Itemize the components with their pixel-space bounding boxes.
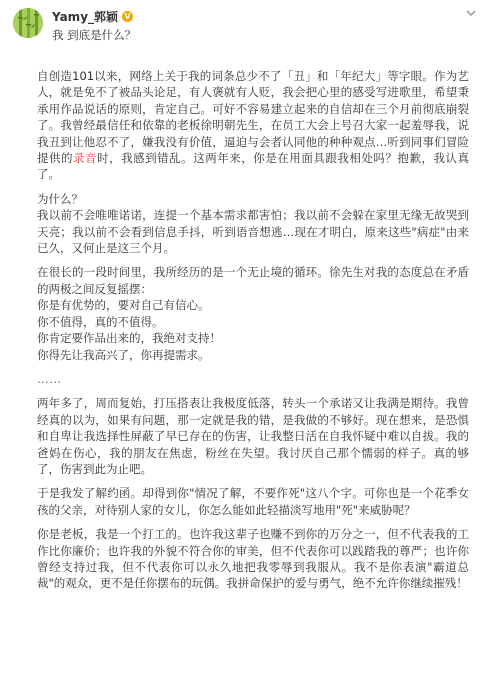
paragraph-text: 时，我感到错乱。这两年来，你是在用面具跟我相处吗？抱歉，我认真了。	[37, 151, 470, 182]
verified-badge-icon: V	[122, 11, 133, 22]
paragraph-line: 在很长的一段时间里，我所经历的是一个无止境的循环。徐先生对我的态度总在矛盾的两极之间反复摇摆：	[37, 265, 469, 296]
article-paragraph-5: 于是我发了解约函。却得到你"情况了解，不要作死"这八个字。可你也是一个花季女孩的父亲，对待别人家的女儿，你怎么能如此轻描淡写地用"死"来威胁呢？	[37, 486, 469, 517]
paragraph-text: 自创造101以来，网络上关于我的词条总少不了「丑」和「年纪大」等字眼。作为艺人，就是免不了被品头论足，有人褒就有人贬，我会把心里的感受写进歌里，希望秉承用作品说话的原则，肯定自己。可好不容易建立起来的自信却在三个月前彻底崩裂了。我曾经最信任和依靠的老板徐明朝先生，在员工大会上号召大家一起羞辱我，说我丑到让他忍不了，嫌我没有价值，逼迫与会者认同他的种种观点…听到同事们冒险提供的	[37, 69, 469, 166]
recording-highlight: 录音	[73, 151, 98, 166]
ellipsis-text: ……	[37, 371, 62, 386]
article-paragraph-2	[37, 191, 469, 257]
article-paragraph-6: 你是老板，我是一个打工的。也许我这辈子也赚不到你的万分之一，但不代表我的工作比你廉价；也许我的外貌不符合你的审美，但不代表你可以践踏我的尊严；也许你曾经支持过我，但不代表你可以永久地把我零辱到我服从。我不是你表演"霸道总裁"的观众，更不是任你摆布的玩偶。我拼命保护的爱与勇气，绝不允许你继续摧残！	[37, 527, 469, 591]
username-link[interactable]: Yamy_郭颖	[52, 9, 119, 24]
article-paragraph-4: 两年多了，周而复始，打压搭表让我极度低落，转头一个承诺又让我满是期待。我曾经真的以为，如果有问题，那一定就是我的错，是我做的不够好。现在想来，是恐惧和自卑让我选择性屏蔽了早已存在的伤害，让我整日活在自我怀疑中难以自拔。我的爸妈在伤心，我的朋友在焦虑，粉丝在失望。我讨厌自己那个懦弱的样子。真的够了，伤害到此为止吧。	[37, 396, 469, 476]
paragraph-line: 我以前不会唯唯诺诺，连提一个基本需求都害怕；我以前不会躲在家里无缘无故哭到天亮；我以前不会看到信息手抖，听到语音想逃…现在才明白，原来这些"病症"由来已久，又何止是这三个月。	[37, 208, 469, 256]
quote-line: 你肯定要作品出来的，我绝对支持！	[37, 331, 221, 346]
quote-line: 你得先让我高兴了，你再提需求。	[37, 347, 210, 362]
post-header	[0, 0, 492, 48]
name-row	[52, 8, 133, 24]
avatar[interactable]	[13, 8, 43, 38]
post-article	[37, 68, 469, 600]
quote-line: 你不值得，真的不值得。	[37, 314, 164, 329]
article-paragraph-3	[37, 264, 469, 362]
quote-line: 你是有优势的，要对自己有信心。	[37, 298, 210, 313]
chevron-down-icon[interactable]	[464, 6, 478, 20]
article-paragraph-1	[37, 68, 469, 183]
post-subline: 我 到底是什么？	[52, 28, 137, 42]
bamboo-avatar-icon	[13, 8, 43, 38]
paragraph-line: 为什么？	[37, 191, 83, 206]
